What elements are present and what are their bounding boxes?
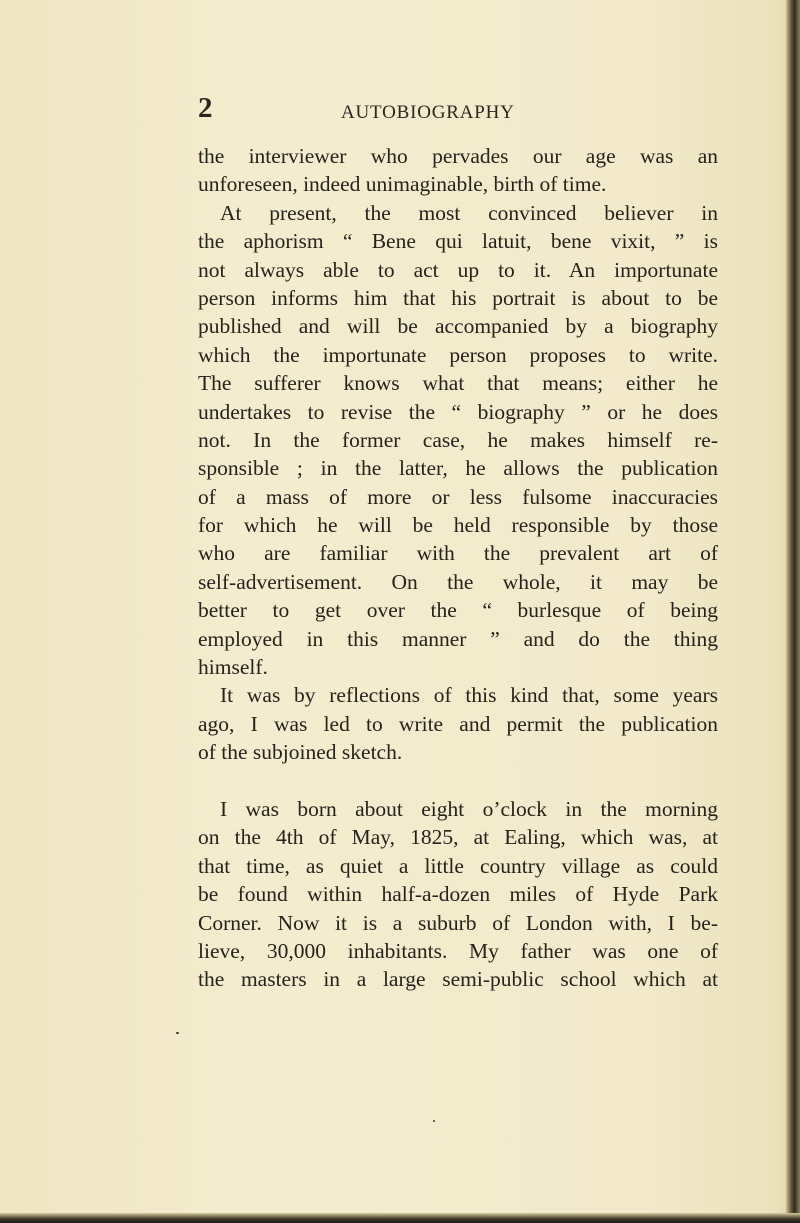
text-line: of a mass of more or less fulsome inaccuracies [198,484,718,509]
text-line: himself. [198,655,268,680]
text-line: the interviewer who pervades our age was an [198,144,718,168]
text-line: not always able to act up to it. An importunate [198,257,718,282]
text-line: sponsible ; in the latter, he allows the publication [198,456,718,481]
text-line: lieve, 30,000 inhabitants. My father was one of [198,938,718,963]
text-line: of the subjoined sketch. [198,740,403,765]
paper-speck [433,1120,435,1122]
text-line: unforeseen, indeed unimaginable, birth of time. [198,172,607,197]
text-line: At present, the most convinced believer in [220,200,718,225]
text-line: the aphorism “ Bene qui latuit, bene vixit, ” is [198,229,718,254]
text-line: It was by reflections of this kind that, some years [220,683,718,708]
text-line: published and will be accompanied by a biography [198,314,718,339]
text-line: I was born about eight o’clock in the morning [220,796,718,821]
running-title: AUTOBIOGRAPHY [341,102,515,123]
page-number: 2 [198,92,213,124]
text-line: Corner. Now it is a suburb of London with, I be- [198,910,718,935]
text-line: person informs him that his portrait is about to be [198,285,718,310]
text-line: for which he will be held responsible by those [198,513,718,538]
text-line: that time, as quiet a little country village as could [198,853,718,878]
section-gap [198,767,718,795]
page-bottom-edge [0,1213,800,1223]
running-head [198,92,798,134]
text-line: not. In the former case, he makes himself re- [198,427,718,452]
text-line: the masters in a large semi-public school which at [198,967,718,992]
text-line: be found within half-a-dozen miles of Hyde Park [198,882,718,907]
body-text [198,142,718,994]
text-line: self-advertisement. On the whole, it may be [198,569,718,594]
text-line: ago, I was led to write and permit the publication [198,711,718,736]
text-line: who are familiar with the prevalent art of [198,541,718,566]
text-line: on the 4th of May, 1825, at Ealing, which was, at [198,825,718,850]
text-line: The sufferer knows what that means; either he [198,371,718,396]
text-line: better to get over the “ burlesque of being [198,598,718,623]
text-line: employed in this manner ” and do the thing [198,626,718,651]
page-edge-shadow [786,0,800,1223]
paper-speck [176,1032,179,1034]
text-line: undertakes to revise the “ biography ” or he does [198,399,718,424]
text-line: which the importunate person proposes to write. [198,342,718,367]
